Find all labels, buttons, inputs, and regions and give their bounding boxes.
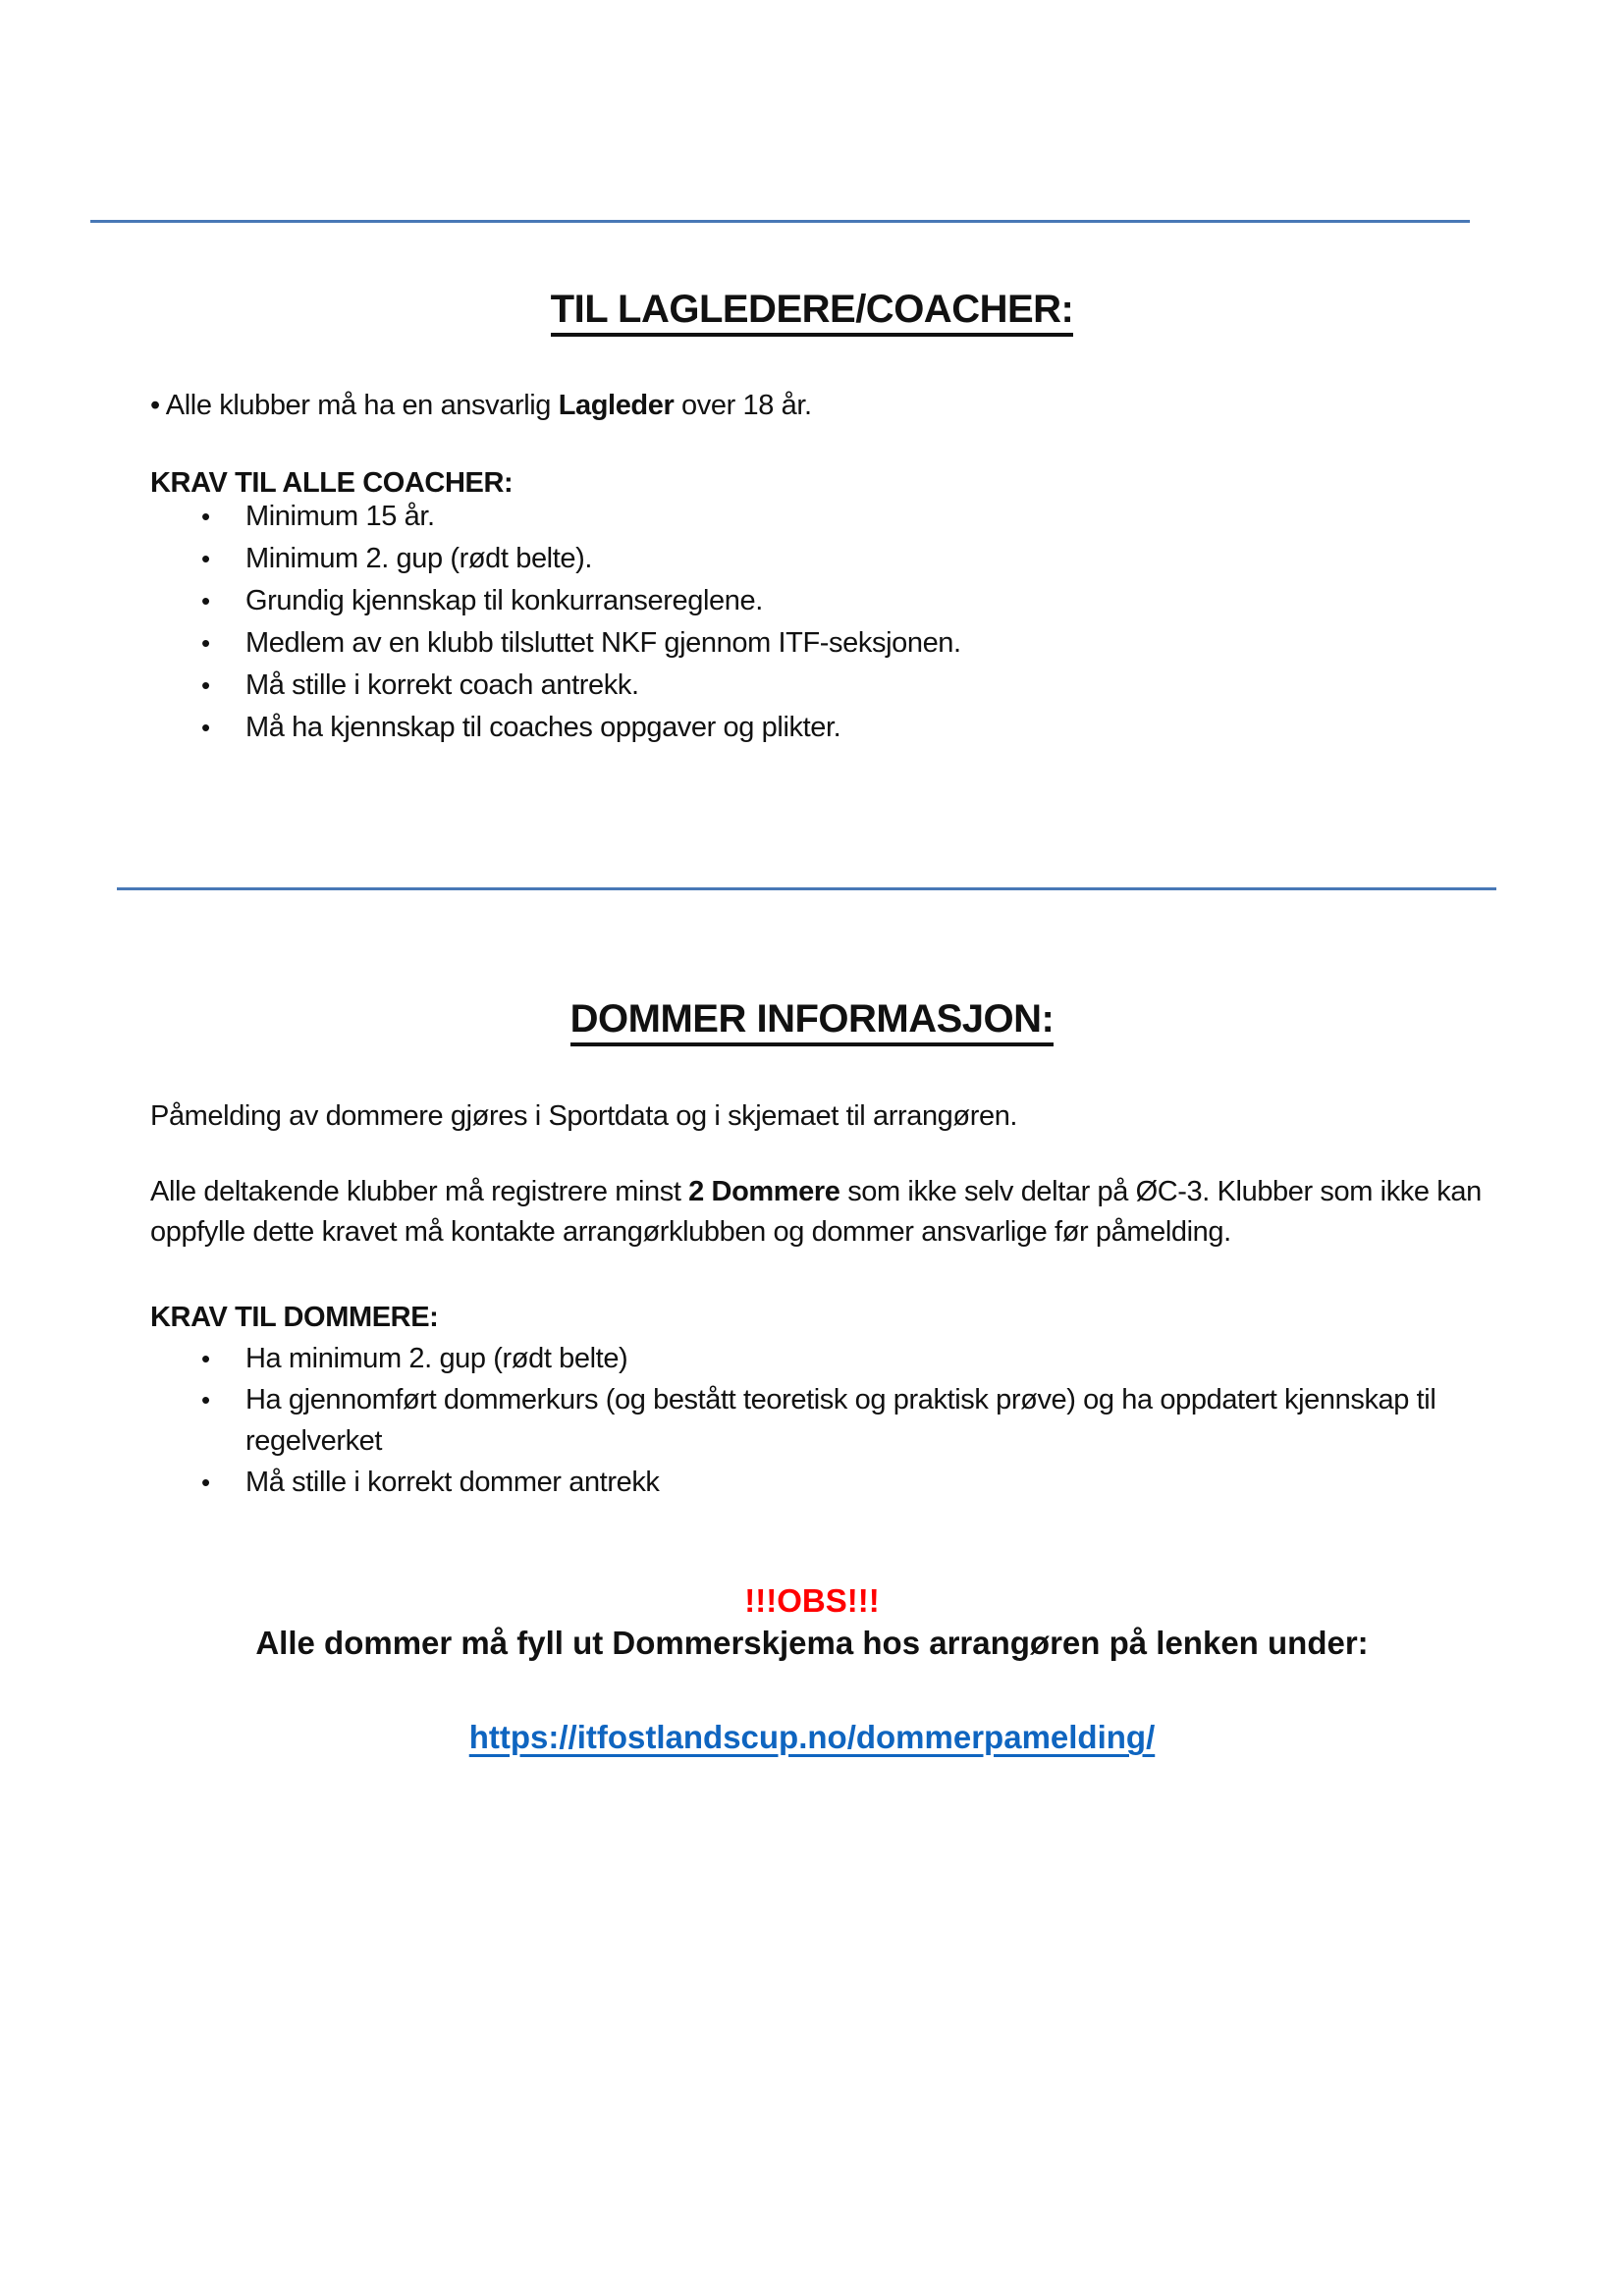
referee-club-requirement-prefix: Alle deltakende klubber må registrere minst	[150, 1176, 689, 1207]
referee-form-instruction: Alle dommer må fyll ut Dommerskjema hos arrangøren på lenken under:	[255, 1625, 1369, 1661]
requirement-item: • Minimum 15 år.	[0, 496, 1473, 538]
referees-requirements-heading: KRAV TIL DOMMERE:	[150, 1302, 439, 1333]
referee-club-requirement	[150, 1172, 1515, 1253]
requirement-item: • Grundig kjennskap til konkurransereglene.	[0, 580, 1473, 622]
requirement-item: • Ha gjennomført dommerkurs (og bestått teoretisk og praktisk prøve) og ha oppdatert kjennskap til regelverket	[0, 1379, 1473, 1462]
section-divider-middle	[117, 887, 1496, 890]
referees-section-title-text: DOMMER INFORMASJON:	[570, 998, 1055, 1046]
referee-club-requirement-suffix: som ikke selv deltar på ØC-3. Klubber som ikke kan oppfylle dette kravet må kontakte arrangørklubben og dommer ansvarlige før påmelding.	[150, 1176, 1482, 1248]
coaches-section-title-text: TIL LAGLEDERE/COACHER:	[551, 289, 1074, 337]
referees-section-title	[0, 996, 1624, 1046]
coaches-intro-prefix: • Alle klubber må ha en ansvarlig	[150, 390, 559, 421]
referee-registration-link[interactable]: https://itfostlandscup.no/dommerpamelding/	[468, 1719, 1156, 1755]
referees-requirements-list	[0, 1338, 1473, 1503]
requirement-item: • Må stille i korrekt dommer antrekk	[0, 1462, 1473, 1503]
coaches-intro-bold: Lagleder	[558, 390, 675, 421]
requirement-item: • Minimum 2. gup (rødt belte).	[0, 538, 1473, 580]
coaches-section-title	[0, 287, 1624, 337]
section-divider-top	[90, 220, 1470, 223]
referee-club-requirement-bold: 2 Dommere	[688, 1176, 840, 1207]
coaches-requirements-heading: KRAV TIL ALLE COACHER:	[150, 467, 514, 499]
requirement-item: • Må stille i korrekt coach antrekk.	[0, 665, 1473, 707]
referee-registration-note: Påmelding av dommere gjøres i Sportdata og i skjemaet til arrangøren.	[150, 1100, 1018, 1132]
requirement-item: • Medlem av en klubb tilsluttet NKF gjennom ITF-seksjonen.	[0, 622, 1473, 665]
coaches-intro	[150, 388, 1515, 423]
requirement-item: • Må ha kjennskap til coaches oppgaver og plikter.	[0, 707, 1473, 749]
coaches-requirements-list	[0, 496, 1473, 749]
coaches-intro-suffix: over 18 år.	[674, 390, 812, 421]
referee-form-link-row	[0, 1718, 1624, 1757]
obs-alert: !!!OBS!!!	[744, 1582, 880, 1619]
requirement-item: • Ha minimum 2. gup (rødt belte)	[0, 1338, 1473, 1379]
